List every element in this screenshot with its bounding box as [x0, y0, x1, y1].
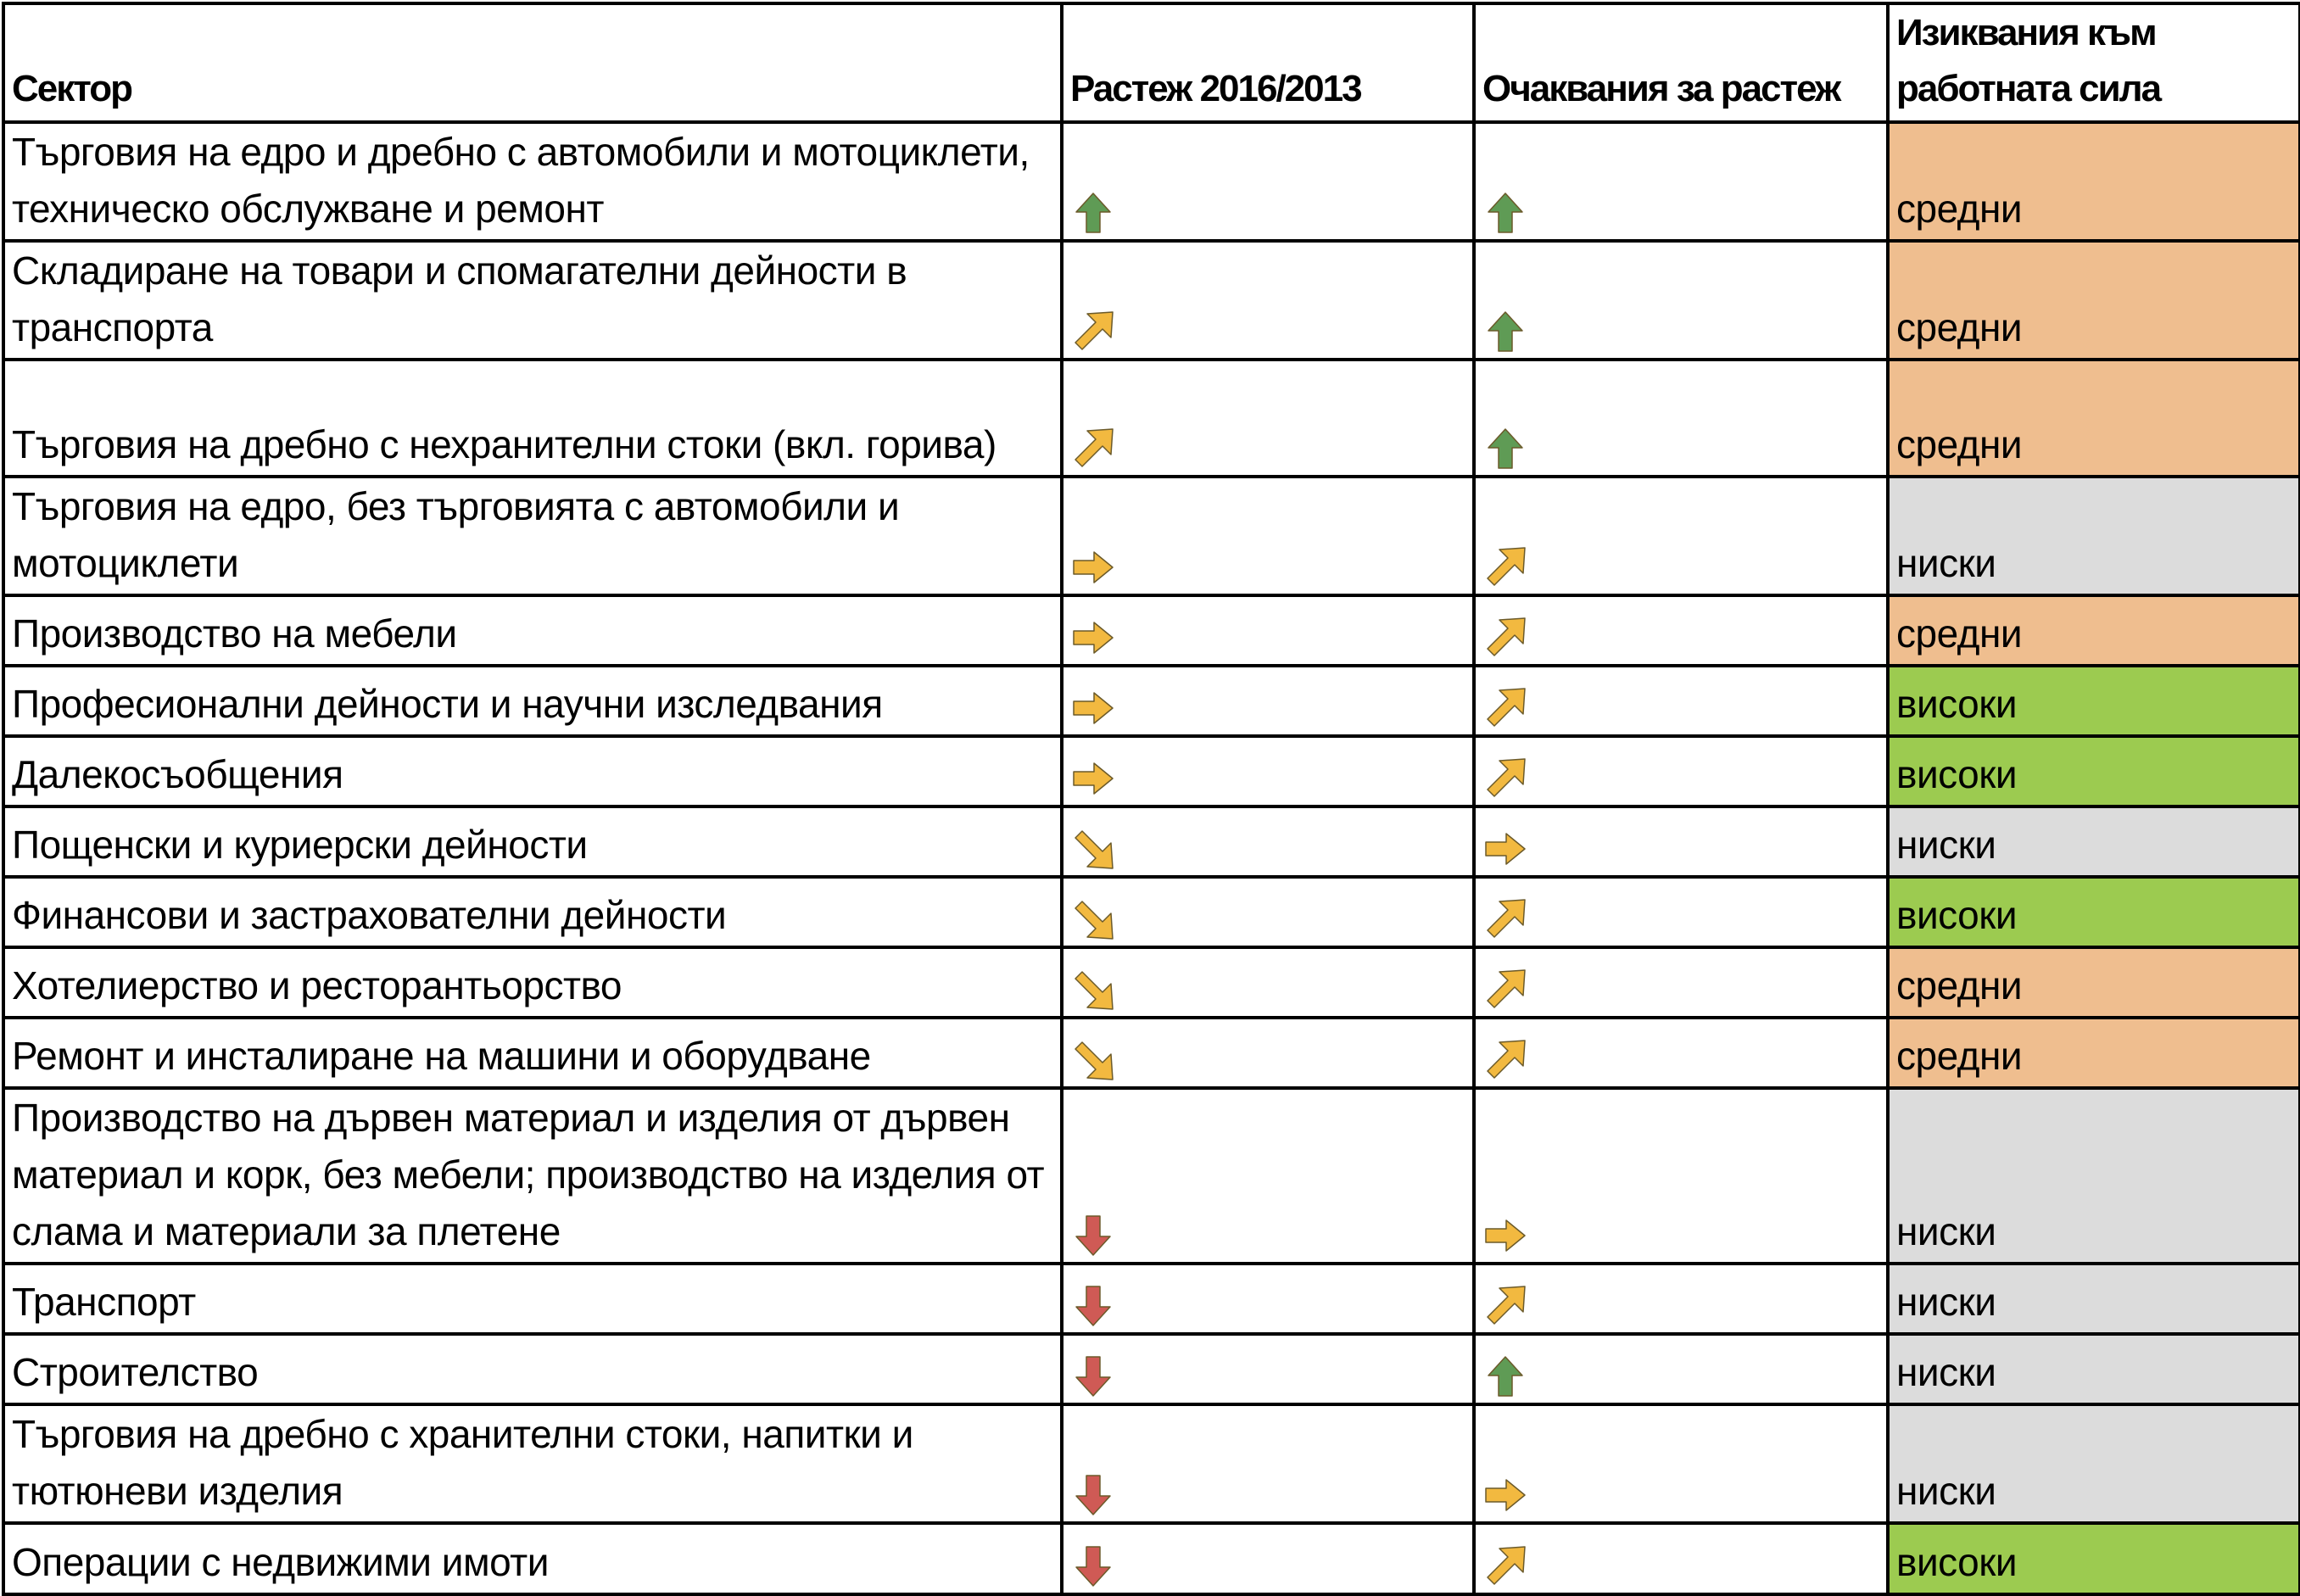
table-row [3, 477, 2300, 595]
up-right-icon [1482, 615, 1528, 661]
growth-cell [1062, 1264, 1474, 1334]
right-icon [1070, 685, 1116, 731]
requirement-cell: средни [1888, 1018, 2300, 1088]
table-row [3, 1404, 2300, 1523]
header-expectations: Очаквания за растеж [1474, 3, 1888, 122]
up-right-icon [1482, 1543, 1528, 1589]
requirement-cell: средни [1888, 122, 2300, 241]
expectation-cell [1474, 736, 1888, 806]
sector-cell: Производство на мебели [3, 595, 1062, 666]
table-row [3, 1264, 2300, 1334]
sector-growth-table [2, 2, 2300, 1596]
requirement-cell: средни [1888, 595, 2300, 666]
requirement-cell: ниски [1888, 1088, 2300, 1264]
table-row [3, 877, 2300, 947]
growth-cell [1062, 1018, 1474, 1088]
requirement-cell: ниски [1888, 477, 2300, 595]
table-row [3, 122, 2300, 241]
sector-cell: Производство на дървен материал и изделия от дървен материал и корк, без мебели; производство на изделия от слама и материали за плетене [3, 1088, 1062, 1264]
requirement-cell: средни [1888, 947, 2300, 1018]
header-growth: Растеж 2016/2013 [1062, 3, 1474, 122]
up-right-icon [1482, 756, 1528, 801]
growth-cell [1062, 241, 1474, 360]
requirement-cell: ниски [1888, 1404, 2300, 1523]
down-icon [1070, 1543, 1116, 1589]
right-icon [1482, 1213, 1528, 1258]
sector-cell: Професионални дейности и научни изследвания [3, 666, 1062, 736]
table-row [3, 1523, 2300, 1594]
up-right-icon [1070, 309, 1116, 354]
expectation-cell [1474, 947, 1888, 1018]
expectation-cell [1474, 241, 1888, 360]
expectation-cell [1474, 360, 1888, 477]
growth-cell [1062, 1334, 1474, 1404]
growth-cell [1062, 1404, 1474, 1523]
sector-cell: Далекосъобщения [3, 736, 1062, 806]
table-row [3, 806, 2300, 877]
table-row [3, 1088, 2300, 1264]
growth-cell [1062, 477, 1474, 595]
right-icon [1482, 1472, 1528, 1518]
up-icon [1482, 190, 1528, 236]
expectation-cell [1474, 666, 1888, 736]
up-icon [1482, 426, 1528, 472]
expectation-cell [1474, 1264, 1888, 1334]
down-right-icon [1070, 967, 1116, 1013]
sector-cell: Търговия на едро и дребно с автомобили и мотоциклети, техническо обслужване и ремонт [3, 122, 1062, 241]
down-icon [1070, 1472, 1116, 1518]
sector-cell: Финансови и застрахователни дейности [3, 877, 1062, 947]
expectation-cell [1474, 122, 1888, 241]
table-row [3, 947, 2300, 1018]
up-right-icon [1482, 1037, 1528, 1083]
down-icon [1070, 1283, 1116, 1329]
sector-cell: Търговия на дребно с хранителни стоки, напитки и тютюневи изделия [3, 1404, 1062, 1523]
right-icon [1070, 544, 1116, 590]
sector-cell: Търговия на едро, без търговията с автомобили и мотоциклети [3, 477, 1062, 595]
right-icon [1070, 615, 1116, 661]
requirement-cell: ниски [1888, 1334, 2300, 1404]
growth-cell [1062, 360, 1474, 477]
sector-cell: Операции с недвижими имоти [3, 1523, 1062, 1594]
expectation-cell [1474, 1404, 1888, 1523]
up-right-icon [1482, 967, 1528, 1013]
down-right-icon [1070, 896, 1116, 942]
sector-cell: Хотелиерство и ресторантьорство [3, 947, 1062, 1018]
header-row [3, 3, 2300, 122]
expectation-cell [1474, 1334, 1888, 1404]
table-body [3, 122, 2300, 1594]
expectation-cell [1474, 1523, 1888, 1594]
expectation-cell [1474, 1018, 1888, 1088]
growth-cell [1062, 1088, 1474, 1264]
sector-cell: Транспорт [3, 1264, 1062, 1334]
expectation-cell [1474, 1088, 1888, 1264]
up-right-icon [1070, 426, 1116, 472]
sector-cell: Търговия на дребно с нехранителни стоки (вкл. горива) [3, 360, 1062, 477]
table-row [3, 666, 2300, 736]
table-row [3, 241, 2300, 360]
requirement-cell: ниски [1888, 806, 2300, 877]
sector-cell: Пощенски и куриерски дейности [3, 806, 1062, 877]
expectation-cell [1474, 477, 1888, 595]
header-sector: Сектор [3, 3, 1062, 122]
down-right-icon [1070, 826, 1116, 872]
expectation-cell [1474, 806, 1888, 877]
growth-cell [1062, 1523, 1474, 1594]
requirement-cell: високи [1888, 736, 2300, 806]
sector-cell: Складиране на товари и спомагателни дейности в транспорта [3, 241, 1062, 360]
requirement-cell: средни [1888, 360, 2300, 477]
table-row [3, 360, 2300, 477]
up-right-icon [1482, 685, 1528, 731]
up-right-icon [1482, 1283, 1528, 1329]
requirement-cell: високи [1888, 666, 2300, 736]
growth-cell [1062, 806, 1474, 877]
growth-cell [1062, 666, 1474, 736]
growth-cell [1062, 947, 1474, 1018]
requirement-cell: високи [1888, 877, 2300, 947]
table-row [3, 736, 2300, 806]
growth-cell [1062, 736, 1474, 806]
down-icon [1070, 1353, 1116, 1399]
right-icon [1482, 826, 1528, 872]
requirement-cell: средни [1888, 241, 2300, 360]
table-row [3, 1018, 2300, 1088]
down-right-icon [1070, 1037, 1116, 1083]
sector-cell: Ремонт и инсталиране на машини и оборудване [3, 1018, 1062, 1088]
requirement-cell: високи [1888, 1523, 2300, 1594]
growth-cell [1062, 122, 1474, 241]
right-icon [1070, 756, 1116, 801]
requirement-cell: ниски [1888, 1264, 2300, 1334]
expectation-cell [1474, 595, 1888, 666]
growth-cell [1062, 595, 1474, 666]
up-icon [1482, 309, 1528, 354]
header-requirements: Изиквания към работната сила [1888, 3, 2300, 122]
sector-cell: Строителство [3, 1334, 1062, 1404]
up-icon [1482, 1353, 1528, 1399]
up-icon [1070, 190, 1116, 236]
up-right-icon [1482, 544, 1528, 590]
up-right-icon [1482, 896, 1528, 942]
table-row [3, 1334, 2300, 1404]
growth-cell [1062, 877, 1474, 947]
expectation-cell [1474, 877, 1888, 947]
table-row [3, 595, 2300, 666]
down-icon [1070, 1213, 1116, 1258]
